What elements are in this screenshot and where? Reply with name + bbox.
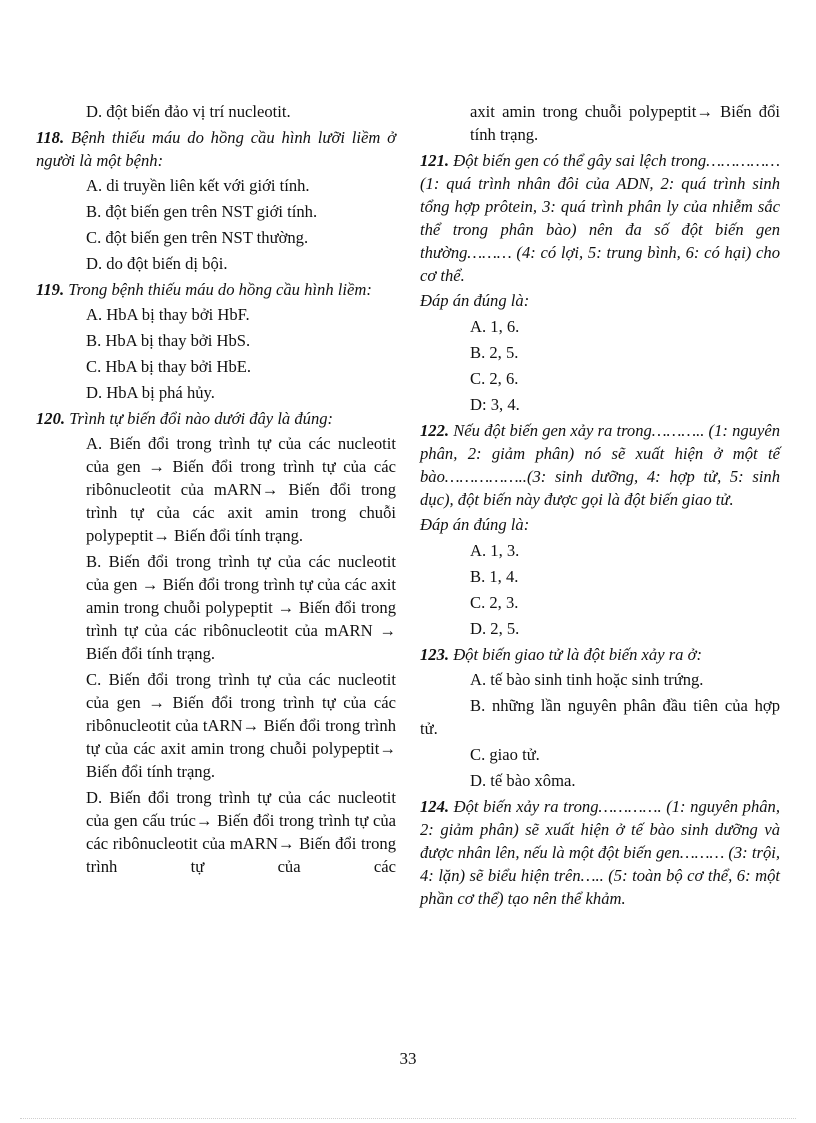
answer-option: A. 1, 6. [470, 317, 520, 336]
answer-option: D. 2, 5. [470, 619, 520, 638]
answer-option: D. do đột biến dị bội. [86, 254, 228, 273]
page-number: 33 [399, 1049, 417, 1068]
question-number: 120. [36, 409, 66, 428]
answer-option: B. Biến đổi trong trình tự của các nucleotit của gen → Biến đổi trong trình tự của các axit amin trong chuỗi polypeptit → Biến đổi trong trình tự của các ribônucleotit của mARN → Biến đổi tính trạng. [86, 552, 396, 663]
question-number: 122. [420, 421, 450, 440]
question-number: 121. [420, 151, 450, 170]
question-stem: Trong bệnh thiếu máu do hồng cầu hình liềm: [68, 280, 372, 299]
answer-option: B. những lần nguyên phân đầu tiên của hợp tử. [420, 696, 780, 738]
answer-option: D. HbA bị phá hủy. [86, 383, 215, 402]
question-number: 119. [36, 280, 65, 299]
answer-option: A. Biến đổi trong trình tự của các nucleotit của gen → Biến đổi trong trình tự của các ribônucleotit của mARN→ Biến đổi trong trình tự của các axit amin trong chuỗi polypeptit→ Biến đổi tính trạng. [86, 434, 396, 545]
answer-option: D. Biến đổi trong trình tự của các nucleotit của gen cấu trúc→ Biến đổi trong trình tự của các ribônucleotit của mARN→ Biến đổi trong trình tự của các [86, 788, 396, 876]
question-number: 124. [420, 797, 450, 816]
answer-option: D: 3, 4. [470, 395, 520, 414]
answer-option: A. HbA bị thay bởi HbF. [86, 305, 250, 324]
question-122 [420, 419, 780, 511]
question-stem: Đột biến gen có thể gây sai lệch trong…………… (1: quá trình nhân đôi của ADN, 2: quá trình sinh tổng hợp prôtein, 3: quá trình phân ly của nhiễm sắc thể trong phân bào) nên đa số đột biến gen thường……… (4: có lợi, 5: trung bình, 6: có hại) cho cơ thể. [420, 151, 780, 285]
answer-option: C. 2, 6. [470, 369, 519, 388]
right-column [420, 100, 780, 912]
question-stem: Trình tự biến đổi nào dưới đây là đúng: [69, 409, 334, 428]
answer-option: D. tế bào xôma. [470, 771, 576, 790]
footer-divider [20, 1118, 796, 1119]
question-120 [36, 407, 396, 430]
question-123 [420, 643, 780, 666]
question-stem: Đột biến giao tử là đột biến xảy ra ở: [453, 645, 703, 664]
answer-option: B. HbA bị thay bởi HbS. [86, 331, 251, 350]
question-124 [420, 795, 780, 910]
question-number: 118. [36, 128, 65, 147]
question-stem: Đột biến xảy ra trong…………. (1: nguyên phân, 2: giảm phân) sẽ xuất hiện ở tế bào sinh dưỡng và được nhân lên, nếu là một đột biến gen……… (3: trội, 4: lặn) sẽ biểu hiện trên….. (5: toàn bộ cơ thể, 6: một phần cơ thể) tạo nên thể khảm. [420, 797, 780, 908]
answer-option: C. HbA bị thay bởi HbE. [86, 357, 252, 376]
q117-option-d: D. đột biến đảo vị trí nucleotit. [86, 102, 291, 121]
answer-option: C. Biến đổi trong trình tự của các nucleotit của gen → Biến đổi trong trình tự của các ribônucleotit của tARN→ Biến đổi trong trình tự của các axit amin trong chuỗi polypeptit→ Biến đổi tính trạng. [86, 670, 396, 781]
question-119 [36, 278, 396, 301]
answer-option: A. tế bào sinh tinh hoặc sinh trứng. [470, 670, 704, 689]
answer-option: C. đột biến gen trên NST thường. [86, 228, 309, 247]
answer-option: B. 1, 4. [470, 567, 519, 586]
answer-option: B. 2, 5. [470, 343, 519, 362]
answer-option: C. 2, 3. [470, 593, 519, 612]
question-118 [36, 126, 396, 172]
answer-label: Đáp án đúng là: [420, 515, 530, 534]
q120-option-d-continued: axit amin trong chuỗi polypeptit→ Biến đổi tính trạng. [470, 102, 780, 144]
answer-option: C. giao tử. [470, 745, 540, 764]
question-121 [420, 149, 780, 287]
answer-option: A. 1, 3. [470, 541, 520, 560]
answer-option: A. di truyền liên kết với giới tính. [86, 176, 310, 195]
question-number: 123. [420, 645, 450, 664]
question-stem: Nếu đột biến gen xảy ra trong……….. (1: nguyên phân, 2: giảm phân) nó sẽ xuất hiện ở một tế bào……………..(3: sinh dưỡng, 4: hợp tử, 5: sinh dục), đột biến này được gọi là đột biến giao tử. [420, 421, 780, 509]
question-stem: Bệnh thiếu máu do hồng cầu hình lưỡi liềm ở người là một bệnh: [36, 128, 396, 170]
answer-option: B. đột biến gen trên NST giới tính. [86, 202, 318, 221]
left-column [36, 100, 396, 881]
answer-label: Đáp án đúng là: [420, 291, 530, 310]
